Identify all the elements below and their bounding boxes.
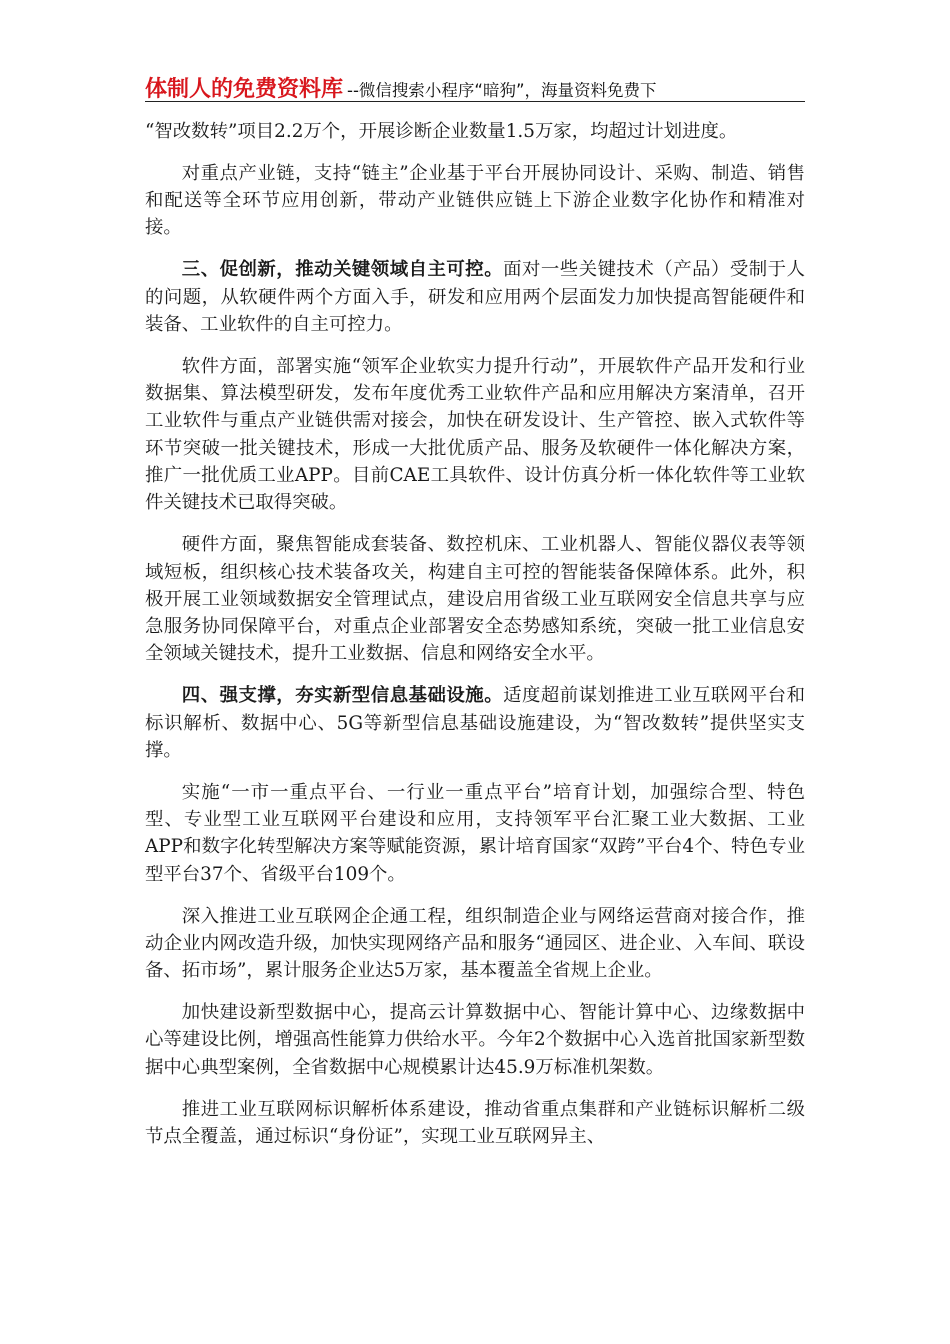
paragraph-text: 硬件方面，聚焦智能成套装备、数控机床、工业机器人、智能仪器仪表等领域短板，组织核心技术装备攻关，构建自主可控的智能装备保障体系。此外，积极开展工业领域数据安全管理试点，建设启用省级工业互联网安全信息共享与应急服务协同保障平台，对重点企业部署安全态势感知系统，突破一批工业信息安全领域关键技术，提升工业数据、信息和网络安全水平。	[145, 534, 805, 665]
paragraph-text: 适度超前谋划推进工业互联网平台和标识解析、数据中心、5G等新型信息基础设施建设，为“智改数转”提供坚实支撑。	[145, 685, 805, 761]
paragraph-text: 推进工业互联网标识解析体系建设，推动省重点集群和产业链标识解析二级节点全覆盖，通过标识“身份证”，实现工业互联网异主、	[145, 1098, 805, 1147]
paragraph-text: “智改数转”项目2.2万个，开展诊断企业数量1.5万家，均超过计划进度。	[145, 121, 738, 142]
paragraph-text: 加快建设新型数据中心，提高云计算数据中心、智能计算中心、边缘数据中心等建设比例，增强高性能算力供给水平。今年2个数据中心入选首批国家新型数据中心典型案例，全省数据中心规模累计达45.9万标准机架数。	[145, 1002, 805, 1078]
paragraph-text: 软件方面，部署实施“领军企业软实力提升行动”，开展软件产品开发和行业数据集、算法模型研发，发布年度优秀工业软件产品和应用解决方案清单，召开工业软件与重点产业链供需对接会，加快在研发设计、生产管控、嵌入式软件等环节突破一批关键技术，形成一大批优质产品、服务及软硬件一体化解决方案，推广一批优质工业APP。目前CAE工具软件、设计仿真分析一体化软件等工业软件关键技术已取得突破。	[145, 355, 805, 514]
paragraph	[145, 1096, 805, 1151]
header-divider	[145, 101, 805, 102]
paragraph-text: 深入推进工业互联网企企通工程，组织制造企业与网络运营商对接合作，推动企业内网改造升级，加快实现网络产品和服务“通园区、进企业、入车间、联设备、拓市场”，累计服务企业达5万家，基本覆盖全省规上企业。	[145, 905, 805, 982]
paragraph	[145, 779, 805, 888]
paragraph	[145, 256, 805, 338]
paragraph-text: 对重点产业链，支持“链主”企业基于平台开展协同设计、采购、制造、销售和配送等全环节应用创新，带动产业链供应链上下游企业数字化协作和精准对接。	[145, 162, 805, 239]
paragraph-text: 面对一些关键技术（产品）受制于人的问题，从软硬件两个方面入手，研发和应用两个层面发力加快提高智能硬件和装备、工业软件的自主可控力。	[145, 259, 805, 335]
document-body	[145, 118, 805, 1165]
paragraph	[145, 160, 805, 242]
header-brand: 体制人的免费资料库	[145, 77, 344, 102]
paragraph-text: 实施“一市一重点平台、一行业一重点平台”培育计划，加强综合型、特色型、专业型工业互联网平台建设和应用，支持领军平台汇聚工业大数据、工业APP和数字化转型解决方案等赋能资源，累计培育国家“双跨”平台4个、特色专业型平台37个、省级平台109个。	[145, 781, 805, 885]
header-tagline: --微信搜索小程序“暗狗”，海量资料免费下	[347, 81, 657, 100]
paragraph	[145, 903, 805, 985]
paragraph	[145, 118, 805, 145]
section-heading: 四、强支撑，夯实新型信息基础设施。	[181, 685, 504, 707]
page-header	[145, 72, 805, 103]
paragraph	[145, 682, 805, 764]
section-heading: 三、促创新，推动关键领域自主可控。	[181, 259, 504, 281]
paragraph	[145, 999, 805, 1081]
paragraph	[145, 353, 805, 517]
paragraph	[145, 531, 805, 667]
